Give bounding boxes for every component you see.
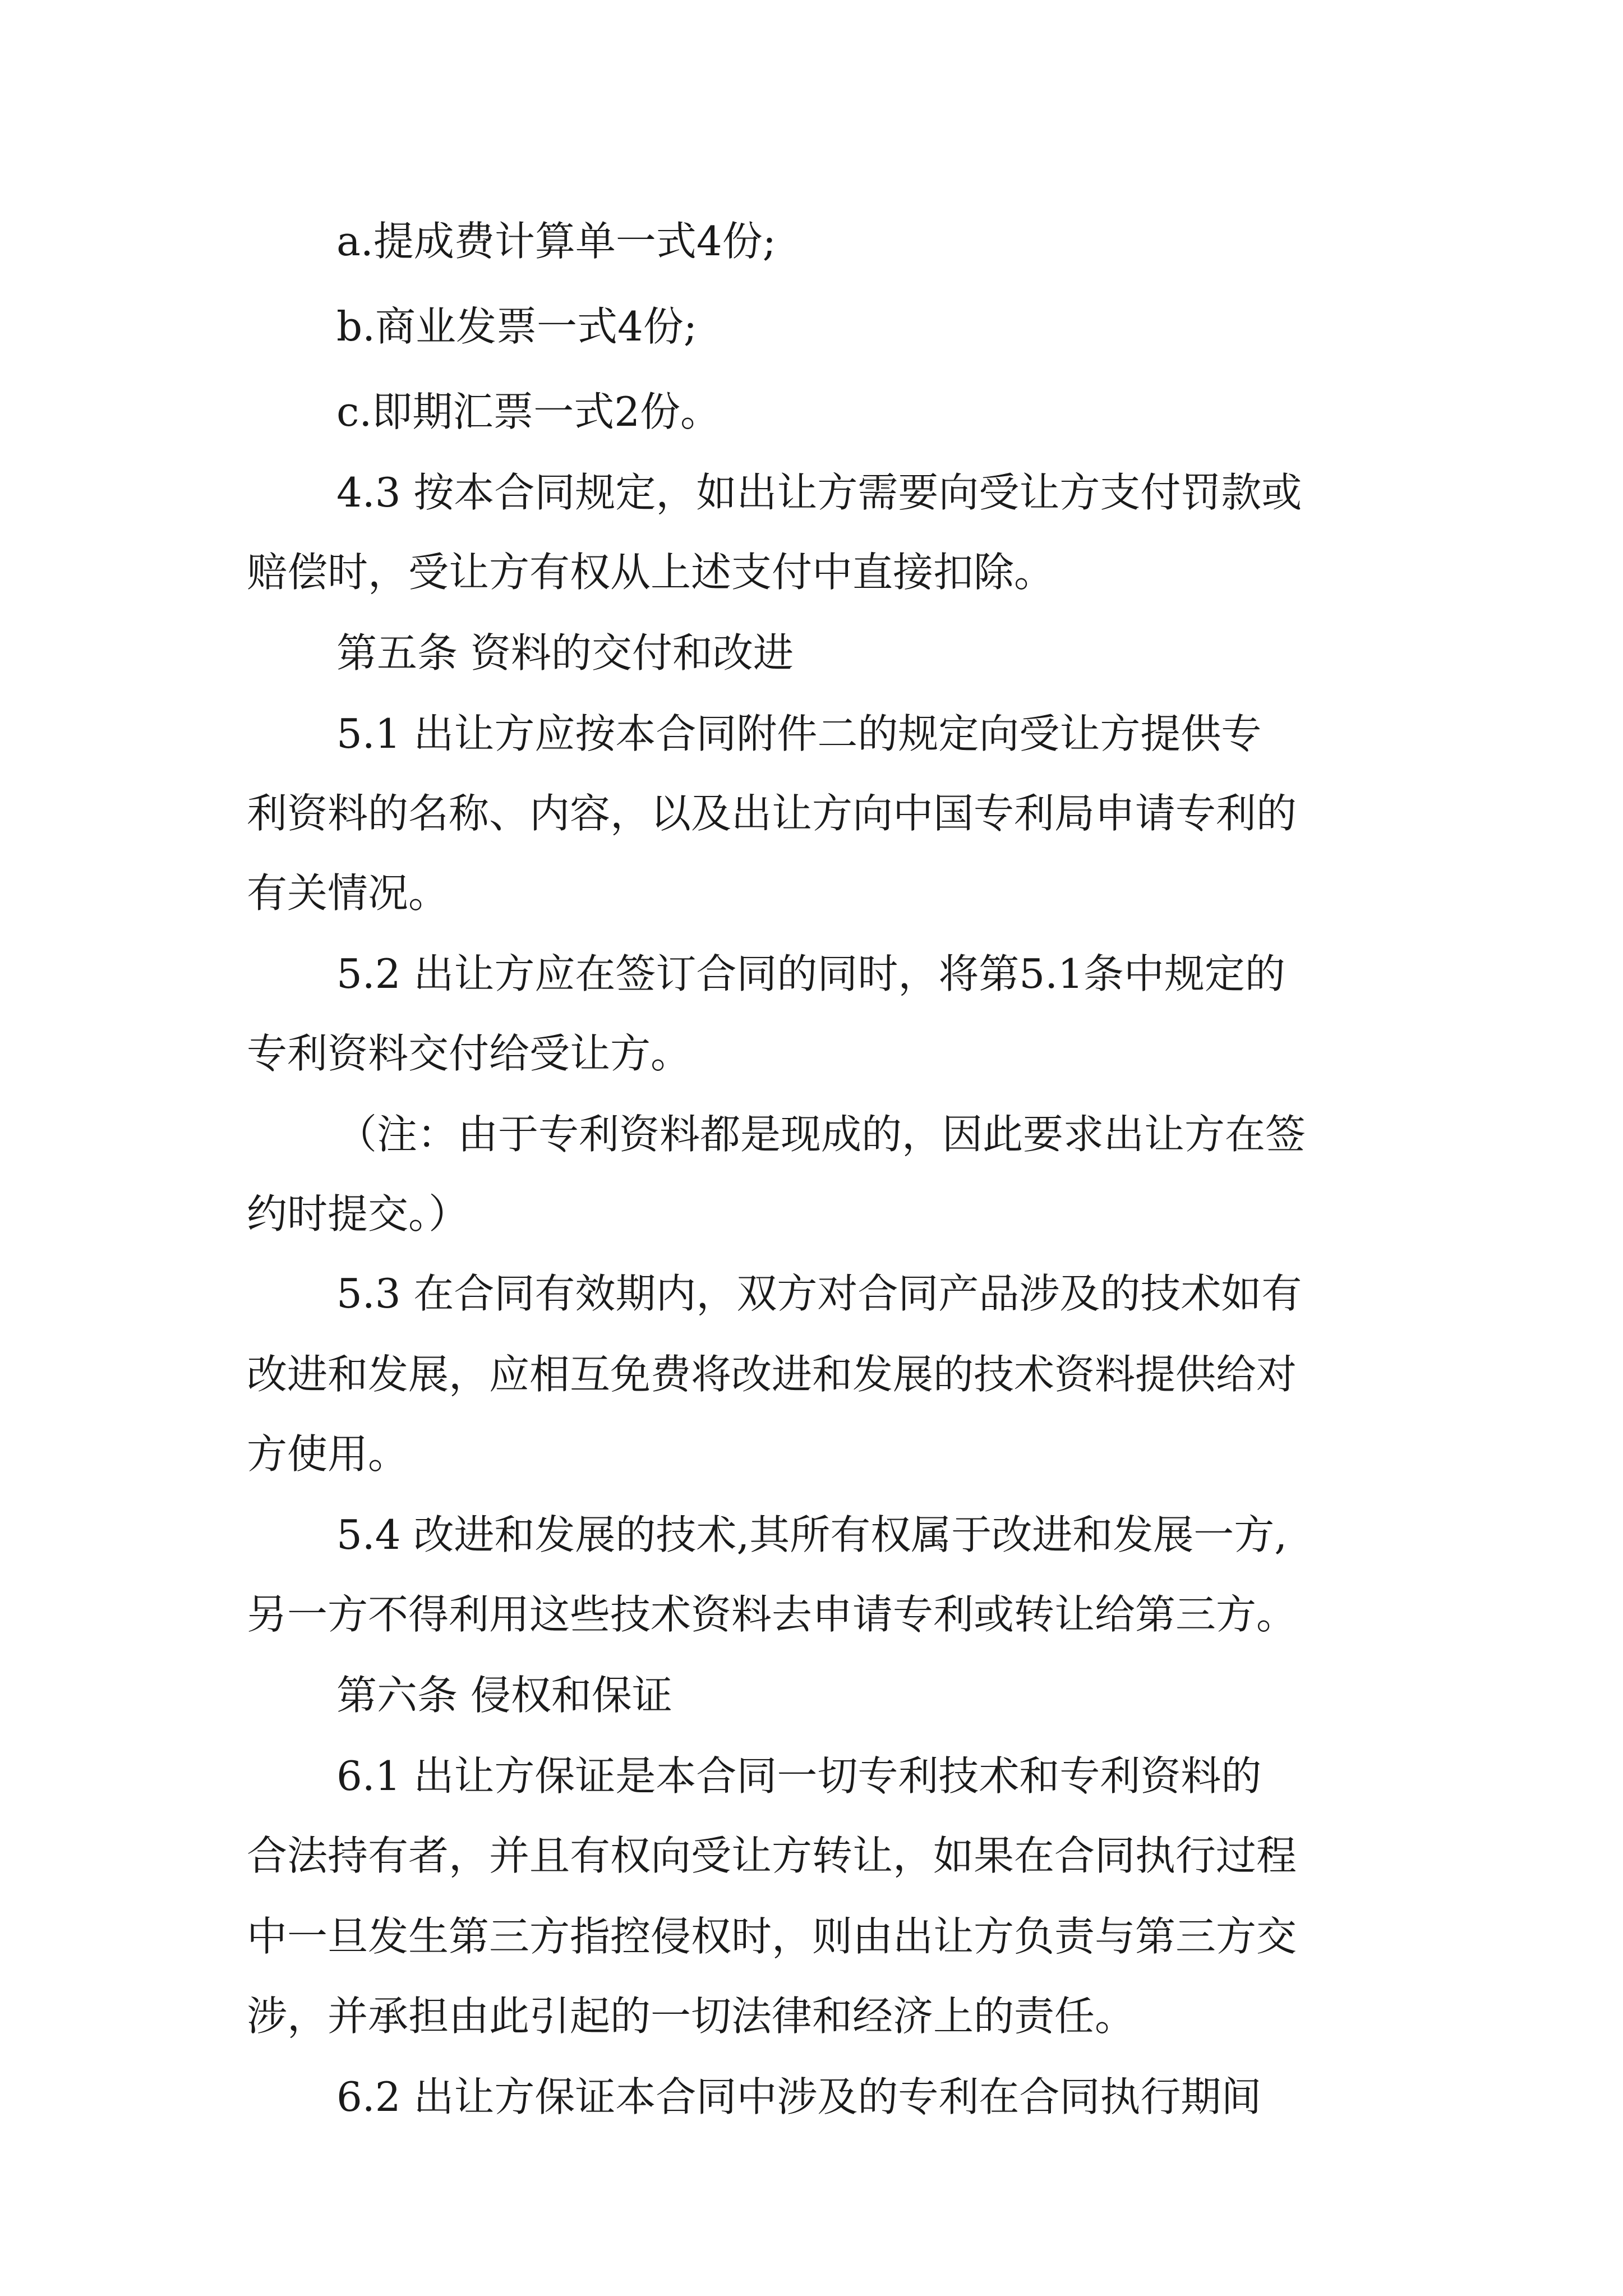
doc-line-11: 专利资料交付给受让方。 (247, 1030, 691, 1077)
doc-line-17: 5.4 改进和发展的技术,其所有权属于改进和发展一方, (336, 1511, 1288, 1558)
doc-line-7: 5.1 出让方应按本合同附件二的规定向受让方提供专 (336, 710, 1262, 757)
doc-line-16: 方使用。 (247, 1430, 409, 1478)
doc-line-3: c.即期汇票一式2份。 (336, 388, 721, 435)
doc-line-18: 另一方不得利用这些技术资料去申请专利或转让给第三方。 (247, 1591, 1297, 1638)
doc-line-13: 约时提交。） (247, 1190, 469, 1237)
doc-line-12: （注：由于专利资料都是现成的，因此要求出让方在签 (336, 1111, 1306, 1158)
doc-line-5: 赔偿时，受让方有权从上述支付中直接扣除。 (247, 549, 1055, 596)
doc-line-15: 改进和发展，应相互免费将改进和发展的技术资料提供给对 (247, 1351, 1297, 1398)
doc-line-8: 利资料的名称、内容，以及出让方向中国专利局申请专利的 (247, 790, 1297, 837)
doc-line-20: 6.1 出让方保证是本合同一切专利技术和专利资料的 (336, 1752, 1262, 1800)
doc-line-24: 6.2 出让方保证本合同中涉及的专利在合同执行期间 (336, 2073, 1262, 2120)
doc-line-22: 中一旦发生第三方指控侵权时，则由出让方负责与第三方交 (247, 1913, 1297, 1960)
doc-line-4: 4.3 按本合同规定，如出让方需要向受让方支付罚款或 (336, 469, 1302, 516)
section-heading-6: 第六条 侵权和保证 (336, 1672, 672, 1719)
doc-line-14: 5.3 在合同有效期内，双方对合同产品涉及的技术如有 (336, 1270, 1302, 1317)
doc-line-21: 合法持有者，并且有权向受让方转让，如果在合同执行过程 (247, 1832, 1297, 1879)
doc-line-9: 有关情况。 (247, 869, 449, 917)
section-heading-5: 第五条 资料的交付和改进 (336, 629, 794, 677)
doc-line-10: 5.2 出让方应在签订合同的同时，将第5.1条中规定的 (336, 950, 1285, 997)
doc-line-2: b.商业发票一式4份; (336, 303, 698, 350)
doc-line-23: 涉，并承担由此引起的一切法律和经济上的责任。 (247, 1993, 1136, 2040)
doc-line-1: a.提成费计算单一式4份; (336, 218, 776, 265)
